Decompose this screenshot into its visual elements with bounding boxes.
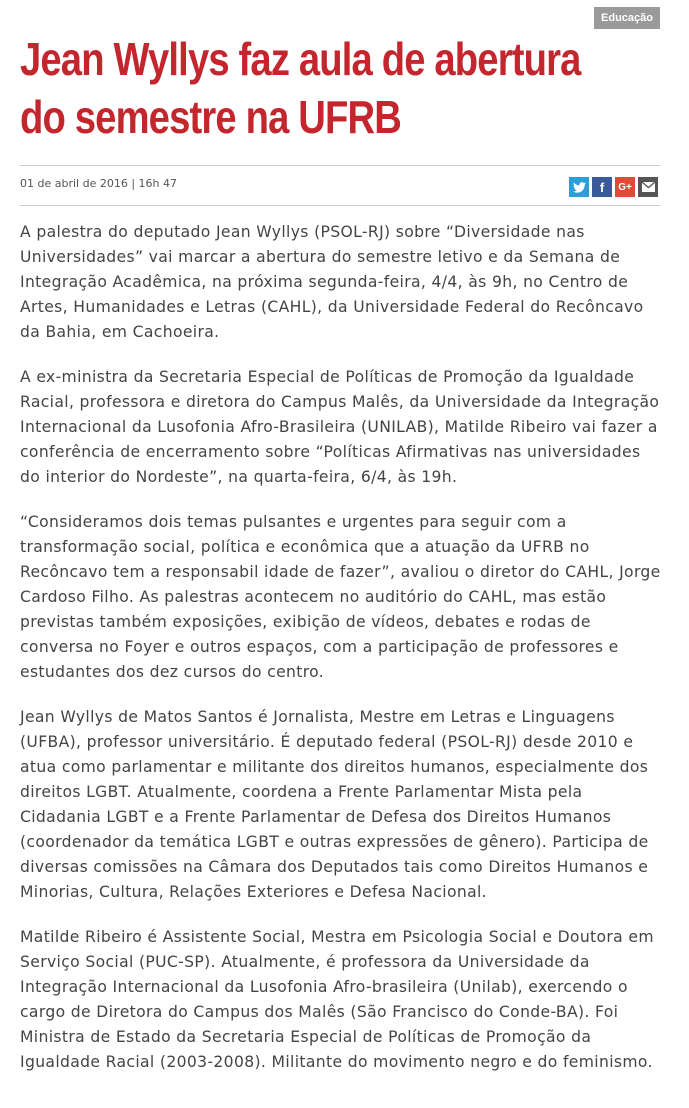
paragraph: A palestra do deputado Jean Wyllys (PSOL-RJ) sobre “Diversidade nas Universidades” vai marcar a abertura do semestre letivo e da Semana de Integração Acadêmica, na próxima segunda-feira, 4/4, às 9h, no Centro de Artes, Humanidades e Letras (CAHL), da Universidade Federal do Recôncavo da Bahia, em Cachoeira. xyxy=(20,223,644,341)
facebook-share-button[interactable]: f xyxy=(592,177,612,197)
paragraph: Jean Wyllys de Matos Santos é Jornalista, Mestre em Letras e Linguagens (UFBA), professor universitário. É deputado federal (PSOL-RJ) desde 2010 e atua como parlamentar e militante dos direitos humanos, especialmente dos direitos LGBT. Atualmente, coordena a Frente Parlamentar Mista pela Cidadania LGBT e a Frente Parlamentar de Defesa dos Direitos Humanos (coordenador da temática LGBT e outras expressões de gênero). Participa de diversas comissões na Câmara dos Deputados tais como Direitos Humanos e Minorias, Cultura, Relações Exteriores e Defesa Nacional. xyxy=(20,708,649,901)
paragraph: “Consideramos dois temas pulsantes e urgentes para seguir com a transformação social, política e econômica que a atuação da UFRB no Recôncavo tem a responsabil idade de fazer”, avaliou o diretor do CAHL, Jorge Cardoso Filho. As palestras acontecem no auditório do CAHL, mas estão previstas também exposições, exibição de vídeos, debates e rodas de conversa no Foyer e outros espaços, com a participação de professores e estudantes dos dez cursos do centro. xyxy=(20,513,661,681)
paragraph: A ex-ministra da Secretaria Especial de Políticas de Promoção da Igualdade Racial, professora e diretora do Campus Malês, da Universidade da Integração Internacional da Lusofonia Afro-Brasileira (UNILAB), Matilde Ribeiro vai fazer a conferência de encerramento sobre “Políticas Afirmativas nas universidades do interior do Nordeste”, na quarta-feira, 6/4, às 19h. xyxy=(20,368,660,486)
share-buttons xyxy=(569,177,658,197)
twitter-icon xyxy=(573,182,586,193)
article-body xyxy=(20,220,665,1095)
publish-date: 01 de abril de 2016 | 16h 47 xyxy=(20,177,177,190)
twitter-share-button[interactable] xyxy=(569,177,589,197)
paragraph: Matilde Ribeiro é Assistente Social, Mestra em Psicologia Social e Doutora em Serviço Social (PUC-SP). Atualmente, é professora da Universidade da Integração Internacional da Lusofonia Afro-brasileira (Unilab), exercendo o cargo de Diretora do Campus dos Malês (São Francisco do Conde-BA). Foi Ministra de Estado da Secretaria Especial de Políticas de Promoção da Igualdade Racial (2003-2008). Militante do movimento negro e do feminismo. xyxy=(20,928,654,1071)
email-icon xyxy=(642,182,655,192)
headline-line-1: Jean Wyllys faz aula de abertura xyxy=(20,33,581,85)
headline-line-2: do semestre na UFRB xyxy=(20,91,401,143)
category-badge[interactable]: Educação xyxy=(594,7,660,29)
email-share-button[interactable] xyxy=(638,177,658,197)
article-headline xyxy=(20,30,581,146)
googleplus-share-button[interactable]: G+ xyxy=(615,177,635,197)
meta-bar xyxy=(20,165,660,206)
